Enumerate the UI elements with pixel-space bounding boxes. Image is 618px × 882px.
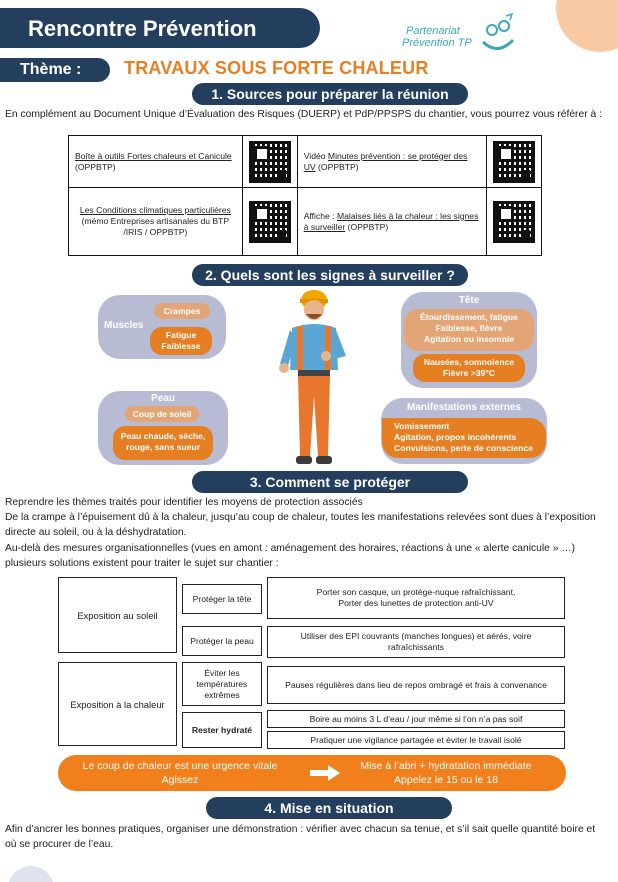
page-title: Rencontre Prévention [0, 8, 320, 48]
tete-title: Tête [458, 295, 480, 306]
decorative-circle [556, 0, 618, 52]
tete-signs-dark: Nausées, somnolence Fièvre >39°C [413, 354, 525, 382]
peau-title: Peau [151, 393, 175, 404]
section4-title: 4. Mise en situation [206, 797, 452, 819]
urgence-banner [58, 755, 566, 791]
hands-icon [480, 12, 516, 58]
exposition-chaleur-box: Exposition à la chaleur [58, 662, 177, 746]
section3-p2: De la crampe à l’épuisement dû à la chaleur, jusqu’au coup de chaleur, toutes les manifestations relevées sont dues à l’exposition directe au soleil, ou à la déshydratation. [5, 512, 596, 538]
ref-cell-2: Vidéo Minutes prévention : se protéger des UV (OPPBTP) [297, 136, 486, 188]
manif-title: Manifestations externes [407, 402, 521, 413]
arrow-right-icon [310, 765, 340, 781]
peau-item-light: Coup de soleil [125, 406, 199, 422]
logo [400, 12, 520, 64]
proteger-tete-solution: Porter son casque, un protège-nuque rafraîchissant, Porter des lunettes de protection anti-UV [267, 577, 565, 619]
references-table [68, 135, 542, 256]
tete-signs-light: Étourdissement, fatigue Faiblesse, fièvre Agitation ou insomnie [404, 309, 534, 351]
rester-hydrate-box: Rester hydraté [182, 712, 262, 748]
muscles-item-crampes: Crampes [154, 303, 210, 319]
peau-item-dark: Peau chaude, sèche, rouge, sans sueur [113, 426, 213, 460]
ref-cell-4: Affiche : Malaises liés à la chaleur : les signes à surveiller (OPPBTP) [297, 188, 486, 256]
exposition-soleil-box: Exposition au soleil [58, 577, 177, 653]
section1-intro: En complément au Document Unique d’Évaluation des Risques (DUERP) et PdP/PPSPS du chantier, vous pourrez vous référer à : [5, 109, 602, 120]
logo-line1: Partenariat [406, 25, 460, 37]
eviter-temperatures-box: Éviter les températures extrêmes [182, 662, 262, 706]
qr-code-1 [242, 136, 297, 188]
worker-illustration [276, 286, 356, 470]
ref-cell-1: Boîte à outils Fortes chaleurs et Canicule (OPPBTP) [69, 136, 243, 188]
ref-link-1[interactable]: Boîte à outils Fortes chaleurs et Canicule [75, 150, 232, 161]
eviter-temperatures-solution: Pauses régulières dans lieu de repos ombragé et frais à convenance [267, 666, 565, 704]
rester-hydrate-solution-2: Pratiquer une vigilance partagée et éviter le travail isolé [267, 731, 565, 749]
qr-code-3 [242, 188, 297, 256]
muscles-title: Muscles [104, 320, 144, 331]
qr-code-2 [486, 136, 541, 188]
theme-label: Thème : [0, 58, 110, 82]
section3-p1: Reprendre les thèmes traités pour identifier les moyens de protection associés [5, 497, 363, 508]
proteger-peau-solution: Utiliser des EPI couvrants (manches longues) et aérés, voire rafraîchissants [267, 626, 565, 658]
rester-hydrate-solution-1: Boire au moins 3 L d’eau / jour même si l’on n’a pas soif [267, 710, 565, 728]
proteger-peau-box: Protéger la peau [182, 626, 262, 656]
section3-p3: Au-delà des mesures organisationnelles (vues en amont : aménagement des horaires, réactions à une « alerte canicule » …) plusieurs solutions existent pour traiter le sujet sur chantier : [5, 543, 576, 569]
section2-title: 2. Quels sont les signes à surveiller ? [192, 264, 468, 286]
section1-title: 1. Sources pour préparer la réunion [192, 83, 468, 105]
ref-cell-3: Les Conditions climatiques particulières (mémo Entreprises artisanales du BTP /IRIS / OPPBTP) [69, 188, 243, 256]
logo-line2: Prévention TP [402, 37, 472, 49]
banner-right: Mise à l’abri + hydratation immédiate Appelez le 15 ou le 18 [360, 760, 532, 786]
manif-signs: Vomissement Agitation, propos incohérents Convulsions, perte de conscience [382, 418, 546, 458]
muscles-item-fatigue: Fatigue Faiblesse [150, 327, 212, 355]
theme-value: TRAVAUX SOUS FORTE CHALEUR [124, 58, 429, 78]
section4-text: Afin d’ancrer les bonnes pratiques, organiser une démonstration : vérifier avec chacun sa tenue, et s’il sait quelle quantité boire et où se procurer de l’eau. [5, 824, 596, 850]
decorative-circle-bottom [8, 866, 54, 882]
ref-link-3[interactable]: Les Conditions climatiques particulières [79, 205, 231, 215]
qr-code-4 [486, 188, 541, 256]
banner-left: Le coup de chaleur est une urgence vitale Agissez [82, 760, 278, 786]
section3-title: 3. Comment se protéger [192, 471, 468, 493]
ref-link-2[interactable]: Minutes prévention : se protéger des UV [303, 150, 468, 172]
ref-link-4[interactable]: Malaises liés à la chaleur : les signes à surveiller [303, 210, 479, 232]
proteger-tete-box: Protéger la tête [182, 584, 262, 614]
